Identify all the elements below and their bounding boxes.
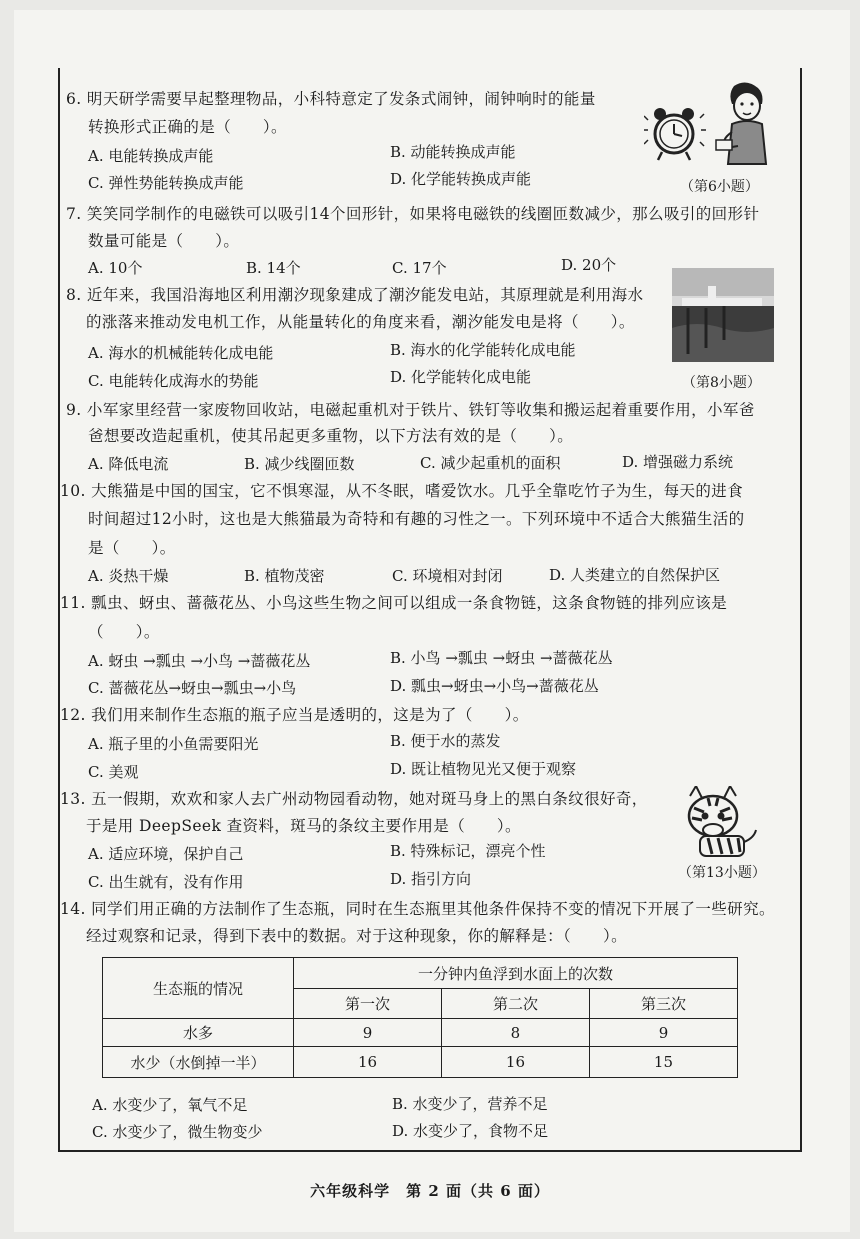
q13-option-c: C. 出生就有，没有作用 [88,873,244,891]
q7-stem-line1: 7. 笑笑同学制作的电磁铁可以吸引14个回形针，如果将电磁铁的线圈匝数减少，那么吸引的回形针 [66,205,760,223]
q14-option-c: C. 水变少了，微生物变少 [92,1123,263,1141]
q9-stem-line1: 9. 小军家里经营一家废物回收站，电磁起重机对于铁片、铁钉等收集和搬运起着重要作用，小军爸 [66,401,755,419]
table-cell: 15 [589,1047,737,1078]
q11-option-a: A. 蚜虫 →瓢虫 →小鸟 →蔷薇花丛 [88,652,311,670]
tidal-power-station-photo [672,268,774,362]
q13-option-d: D. 指引方向 [390,870,472,888]
q9-option-d: D. 增强磁力系统 [622,453,734,471]
page-footer: 六年级科学 第 2 面（共 6 面） [310,1182,550,1200]
q14-stem-line1: 14. 同学们用正确的方法制作了生态瓶，同时在生态瓶里其他条件保持不变的情况下开展了一些研究。 [60,900,775,918]
table-cell: 16 [294,1047,442,1078]
q6-option-a: A. 电能转换成声能 [88,147,214,165]
table-column-header: 第一次 [294,989,442,1019]
q7-stem-line2: 数量可能是（ ）。 [88,232,240,250]
table-row [103,1047,738,1078]
q12-option-d: D. 既让植物见光又便于观察 [390,760,577,778]
q8-option-c: C. 电能转化成海水的势能 [88,372,259,390]
q6-figure-caption: （第6小题） [680,179,759,195]
q13-option-b: B. 特殊标记，漂亮个性 [390,842,546,860]
table-row [103,1019,738,1047]
q11-stem-line2: （ ）。 [88,623,160,641]
q8-option-a: A. 海水的机械能转化成电能 [88,344,274,362]
q10-option-d: D. 人类建立的自然保护区 [549,566,721,584]
q10-stem-line1: 10. 大熊猫是中国的国宝，它不惧寒湿，从不冬眠，嗜爱饮水。几乎全靠吃竹子为生，每天的进食 [60,482,744,500]
table-row-header: 生态瓶的情况 [103,958,294,1019]
q14-option-b: B. 水变少了，营养不足 [392,1095,548,1113]
q9-option-c: C. 减少起重机的面积 [420,454,561,472]
table-column-header: 第三次 [589,989,737,1019]
q12-option-a: A. 瓶子里的小鱼需要阳光 [88,735,259,753]
q8-stem-line1: 8. 近年来，我国沿海地区利用潮汐现象建成了潮汐能发电站，其原理就是利用海水 [66,286,644,304]
table-group-header: 一分钟内鱼浮到水面上的次数 [294,958,738,989]
q11-option-c: C. 蔷薇花丛→蚜虫→瓢虫→小鸟 [88,679,297,697]
q7-option-d: D. 20个 [561,256,617,274]
q10-stem-line3: 是（ ）。 [88,539,176,557]
q11-stem-line1: 11. 瓢虫、蚜虫、蔷薇花丛、小鸟这些生物之间可以组成一条食物链，这条食物链的排列应该是 [60,594,728,612]
table-cell: 16 [441,1047,589,1078]
q7-option-a: A. 10个 [88,259,143,277]
ecobottle-data-table [102,957,738,1078]
q7-option-b: B. 14个 [246,259,301,277]
table-column-header: 第二次 [441,989,589,1019]
q6-option-d: D. 化学能转换成声能 [390,170,532,188]
q10-stem-line2: 时间超过12小时，这也是大熊猫最为奇特和有趣的习性之一。下列环境中不适合大熊猫生活的 [88,510,745,528]
q10-option-c: C. 环境相对封闭 [392,567,503,585]
table-row-label: 水少（水倒掉一半） [103,1047,294,1078]
q13-stem-line1: 13. 五一假期，欢欢和家人去广州动物园看动物，她对斑马身上的黑白条纹很好奇， [60,790,648,808]
q8-stem-line2: 的涨落来推动发电机工作，从能量转化的角度来看，潮汐能发电是将（ ）。 [86,313,635,331]
q11-option-d: D. 瓢虫→蚜虫→小鸟→蔷薇花丛 [390,677,599,695]
q8-option-b: B. 海水的化学能转化成电能 [390,341,576,359]
q11-option-b: B. 小鸟 →瓢虫 →蚜虫 →蔷薇花丛 [390,649,613,667]
table-cell: 9 [294,1019,442,1047]
q14-option-a: A. 水变少了，氧气不足 [92,1096,248,1114]
q12-stem-line1: 12. 我们用来制作生态瓶的瓶子应当是透明的，这是为了（ ）。 [60,706,529,724]
q7-option-c: C. 17个 [392,259,447,277]
q12-option-c: C. 美观 [88,763,139,781]
q9-option-b: B. 减少线圈匝数 [244,455,355,473]
q6-stem-line1: 6. 明天研学需要早起整理物品，小科特意定了发条式闹钟，闹钟响时的能量 [66,90,596,108]
q8-option-d: D. 化学能转化成电能 [390,368,532,386]
q13-figure-caption: （第13小题） [678,865,766,881]
q9-stem-line2: 爸想要改造起重机，使其吊起更多重物，以下方法有效的是（ ）。 [88,427,574,445]
table-row-label: 水多 [103,1019,294,1047]
q13-stem-line2: 于是用 DeepSeek 查资料，斑马的条纹主要作用是（ ）。 [86,817,521,835]
q9-option-a: A. 降低电流 [88,455,169,473]
table-cell: 8 [441,1019,589,1047]
q6-option-c: C. 弹性势能转换成声能 [88,174,244,192]
table-cell: 9 [589,1019,737,1047]
q14-stem-line2: 经过观察和记录，得到下表中的数据。对于这种现象，你的解释是：（ ）。 [86,927,628,945]
q13-option-a: A. 适应环境，保护自己 [88,845,244,863]
q10-option-b: B. 植物茂密 [244,567,325,585]
q6-stem-line2: 转换形式正确的是（ ）。 [88,118,287,136]
q8-figure-caption: （第8小题） [682,375,761,391]
zebra-illustration [672,786,760,862]
q6-option-b: B. 动能转换成声能 [390,143,516,161]
alarm-clock-child-illustration [644,80,776,172]
q10-option-a: A. 炎热干燥 [88,567,169,585]
q14-option-d: D. 水变少了，食物不足 [392,1122,549,1140]
q12-option-b: B. 便于水的蒸发 [390,732,501,750]
